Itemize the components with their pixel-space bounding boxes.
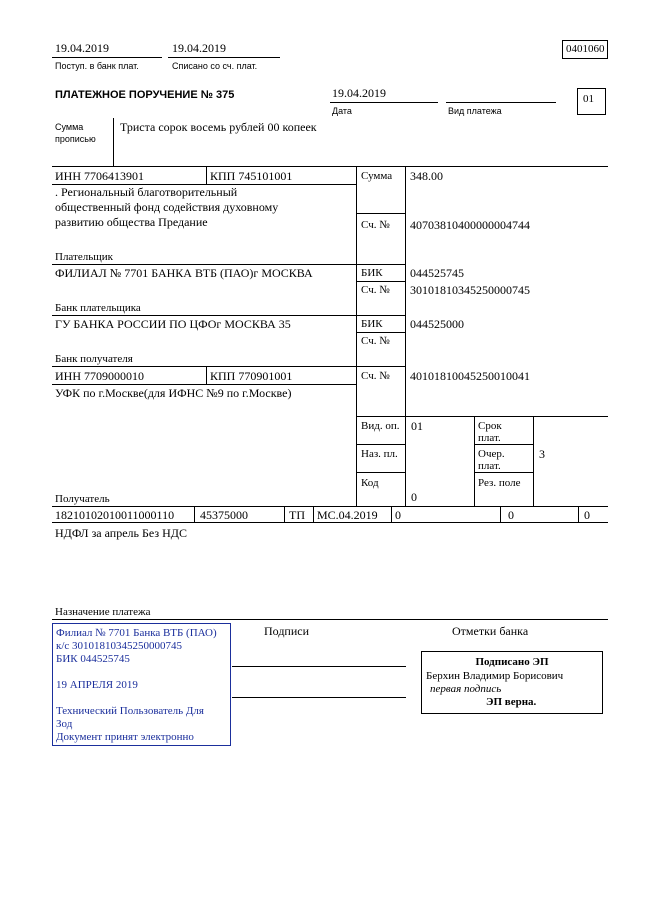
payer-account-value: 40703810400000004744 — [410, 218, 530, 232]
payer-name-1: . Региональный благотворительный — [55, 185, 238, 199]
recipient-acc: 40101810045250010041 — [410, 369, 530, 383]
debited-date: 19.04.2019 — [172, 41, 226, 55]
amount-words-label-1: Сумма — [55, 122, 84, 132]
codes-line-1 — [356, 444, 405, 445]
ocher-label-1: Очер. — [478, 448, 505, 460]
recipient-bottom-line — [52, 506, 608, 507]
stamp-line-7: Документ принят электронно — [56, 731, 194, 743]
date-label: Дата — [332, 106, 352, 116]
payer-bank-bik: 044525745 — [410, 266, 464, 280]
payment-type-label: Вид платежа — [448, 106, 502, 116]
payer-row-line — [52, 264, 405, 265]
tax-divider-6 — [578, 506, 579, 522]
recipient-inn-kpp-divider — [206, 366, 207, 384]
codes-col-left — [474, 416, 475, 506]
payer-bank-label: Банк плательщика — [55, 302, 141, 314]
amount-words-divider — [113, 118, 114, 166]
naz-pl-label: Наз. пл. — [361, 448, 398, 460]
debited-label: Списано со сч. плат. — [172, 61, 258, 71]
payer-name-2: общественный фонд содействия духовному — [55, 200, 279, 214]
amount-words-bottom-line — [52, 166, 608, 167]
srok-label-1: Срок — [478, 420, 502, 432]
kod-label: Код — [361, 477, 379, 489]
received-date: 19.04.2019 — [55, 41, 109, 55]
recipient-acc-label: Сч. № — [361, 370, 390, 382]
tax-divider-2 — [284, 506, 285, 522]
stamp-line-1: Филиал № 7701 Банка ВТБ (ПАО) — [56, 627, 217, 639]
codes-col-right — [533, 416, 534, 506]
tax-basis: ТП — [289, 508, 305, 522]
payer-name-3: развитию общества Предание — [55, 215, 208, 229]
recipient-name: УФК по г.Москве(для ИФНС №9 по г.Москве) — [55, 386, 292, 400]
payer-bank-mid-line — [356, 281, 405, 282]
recipient-bank-name: ГУ БАНКА РОССИИ ПО ЦФОг МОСКВА 35 — [55, 317, 291, 331]
stamp-line-2: к/с 30101810345250000745 — [56, 640, 183, 652]
kbk: 18210102010011000110 — [55, 508, 175, 522]
amount-words-label-2: прописью — [55, 134, 96, 144]
stamp-line-3: БИК 044525745 — [56, 653, 130, 665]
tax-period: МС.04.2019 — [317, 508, 378, 522]
recipient-bank-acc-label: Сч. № — [361, 335, 390, 347]
signatures-label: Подписи — [264, 624, 310, 638]
recipient-label: Получатель — [55, 493, 110, 505]
payer-inn: ИНН 7706413901 — [55, 169, 144, 183]
recipient-bank-row-line — [52, 366, 405, 367]
payer-kpp: КПП 745101001 — [210, 169, 293, 183]
tax-divider-1 — [194, 506, 195, 522]
payer-account-label: Сч. № — [361, 219, 390, 231]
bank-stamp — [52, 623, 231, 746]
grid-col-labels-left — [356, 166, 357, 506]
debited-date-line — [168, 57, 280, 58]
payer-bank-bik-label: БИК — [361, 267, 383, 279]
payer-inn-kpp-divider — [206, 166, 207, 184]
first-signature: первая подпись — [430, 683, 502, 695]
rez-label: Рез. поле — [478, 477, 521, 489]
tax-divider-3 — [313, 506, 314, 522]
signed-ep-box — [421, 651, 603, 714]
payer-bank-name: ФИЛИАЛ № 7701 БАНКА ВТБ (ПАО)г МОСКВА — [55, 266, 313, 280]
codes-top-line — [356, 416, 608, 417]
signature-line-1 — [232, 666, 406, 667]
amount-row-line — [356, 213, 405, 214]
srok-label-2: плат. — [478, 432, 501, 444]
stamp-line-4: 19 АПРЕЛЯ 2019 — [56, 679, 138, 691]
signed-ep-title: Подписано ЭП — [475, 656, 549, 668]
signature-line-2 — [232, 697, 406, 698]
kod-value: 0 — [411, 490, 417, 504]
payment-type-line — [446, 102, 556, 103]
grid-col-labels-right — [405, 166, 406, 506]
signer-name: Берхин Владимир Борисович — [426, 670, 564, 682]
payer-bank-row-line — [52, 315, 405, 316]
amount-words-text: Триста сорок восемь рублей 00 копеек — [120, 120, 317, 134]
form-code: 0401060 — [566, 43, 605, 55]
recipient-bank-mid-line — [356, 332, 405, 333]
tax-divider-4 — [391, 506, 392, 522]
document-title: ПЛАТЕЖНОЕ ПОРУЧЕНИЕ № 375 — [55, 89, 235, 101]
ocher-label-2: плат. — [478, 460, 501, 472]
recipient-bank-bik: 044525000 — [410, 317, 464, 331]
amount-label: Сумма — [361, 170, 393, 182]
purpose-label: Назначение платежа — [55, 606, 151, 618]
stamp-line-6: Зод — [56, 718, 73, 730]
ep-verified: ЭП верна. — [486, 696, 537, 708]
purpose-text: НДФЛ за апрель Без НДС — [55, 526, 187, 540]
date-line — [330, 102, 438, 103]
bank-marks-label: Отметки банка — [452, 624, 529, 638]
recipient-bank-bik-label: БИК — [361, 318, 383, 330]
tax-bottom-line — [52, 522, 608, 523]
recipient-bank-label: Банк получателя — [55, 353, 133, 365]
vid-op-label: Вид. оп. — [361, 420, 400, 432]
codes-line-2 — [356, 472, 405, 473]
amount-value: 348.00 — [410, 169, 443, 183]
payer-bank-acc: 30101810345250000745 — [410, 283, 530, 297]
tax-type: 0 — [584, 508, 590, 522]
payer-bank-acc-label: Сч. № — [361, 284, 390, 296]
recipient-inn-line — [52, 384, 356, 385]
tax-doc-num: 0 — [395, 508, 401, 522]
tax-doc-date: 0 — [508, 508, 514, 522]
stamp-line-5: Технический Пользователь Для — [56, 705, 204, 717]
document-date: 19.04.2019 — [332, 86, 386, 100]
status-code: 01 — [583, 93, 594, 105]
vid-op-value: 01 — [411, 419, 423, 433]
purpose-bottom-line — [52, 619, 608, 620]
tax-divider-5 — [500, 506, 501, 522]
payer-label: Плательщик — [55, 251, 113, 263]
form-code-box — [562, 40, 608, 59]
ocher-value: 3 — [539, 447, 545, 461]
received-date-line — [52, 57, 162, 58]
status-box — [577, 88, 606, 115]
received-label: Поступ. в банк плат. — [55, 61, 139, 71]
oktmo: 45375000 — [200, 508, 248, 522]
recipient-inn: ИНН 7709000010 — [55, 369, 144, 383]
recipient-kpp: КПП 770901001 — [210, 369, 293, 383]
